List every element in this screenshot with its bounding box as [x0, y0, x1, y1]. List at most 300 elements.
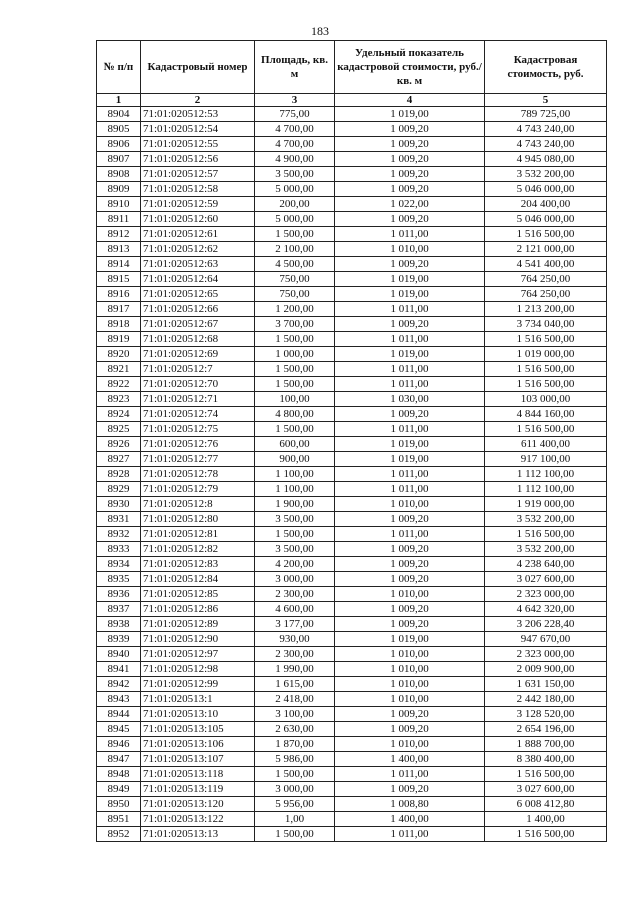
unit-value: 1 011,00	[335, 422, 485, 437]
cadastral-number: 71:01:020512:78	[141, 467, 255, 482]
unit-value: 1 019,00	[335, 272, 485, 287]
area: 3 100,00	[255, 707, 335, 722]
area: 1 500,00	[255, 377, 335, 392]
table-row	[97, 182, 607, 197]
unit-value: 1 019,00	[335, 107, 485, 122]
unit-value: 1 011,00	[335, 302, 485, 317]
cadastral-value: 1 112 100,00	[485, 482, 607, 497]
header-index: № п/п	[97, 41, 141, 94]
row-index: 8909	[97, 182, 141, 197]
cadastral-number: 71:01:020512:64	[141, 272, 255, 287]
row-index: 8946	[97, 737, 141, 752]
table-row	[97, 677, 607, 692]
unit-value: 1 008,80	[335, 797, 485, 812]
row-index: 8936	[97, 587, 141, 602]
row-index: 8935	[97, 572, 141, 587]
unit-value: 1 009,20	[335, 542, 485, 557]
table-row	[97, 737, 607, 752]
unit-value: 1 400,00	[335, 812, 485, 827]
cadastral-number: 71:01:020512:98	[141, 662, 255, 677]
cadastral-value: 1 516 500,00	[485, 332, 607, 347]
area: 1 500,00	[255, 362, 335, 377]
unit-value: 1 010,00	[335, 737, 485, 752]
table-row	[97, 767, 607, 782]
area: 1 100,00	[255, 482, 335, 497]
row-index: 8914	[97, 257, 141, 272]
table-row	[97, 257, 607, 272]
cadastral-number: 71:01:020512:8	[141, 497, 255, 512]
cadastral-value: 1 516 500,00	[485, 527, 607, 542]
row-index: 8926	[97, 437, 141, 452]
table-body	[97, 107, 607, 842]
cadastral-number: 71:01:020512:85	[141, 587, 255, 602]
column-number: 2	[141, 94, 255, 107]
table-row	[97, 542, 607, 557]
unit-value: 1 011,00	[335, 377, 485, 392]
unit-value: 1 009,20	[335, 257, 485, 272]
unit-value: 1 011,00	[335, 227, 485, 242]
row-index: 8934	[97, 557, 141, 572]
cadastral-value: 3 532 200,00	[485, 167, 607, 182]
cadastral-number: 71:01:020513:105	[141, 722, 255, 737]
row-index: 8905	[97, 122, 141, 137]
table-row	[97, 137, 607, 152]
row-index: 8931	[97, 512, 141, 527]
column-number: 1	[97, 94, 141, 107]
unit-value: 1 019,00	[335, 452, 485, 467]
cadastral-value: 1 631 150,00	[485, 677, 607, 692]
cadastral-value: 4 238 640,00	[485, 557, 607, 572]
cadastral-value: 1 516 500,00	[485, 362, 607, 377]
area: 3 000,00	[255, 782, 335, 797]
row-index: 8952	[97, 827, 141, 842]
unit-value: 1 009,20	[335, 167, 485, 182]
area: 3 500,00	[255, 167, 335, 182]
cadastral-value: 3 027 600,00	[485, 572, 607, 587]
cadastral-value: 204 400,00	[485, 197, 607, 212]
header-cadastral-value: Кадастровая стоимость, руб.	[485, 41, 607, 94]
area: 1,00	[255, 812, 335, 827]
cadastral-number: 71:01:020512:83	[141, 557, 255, 572]
row-index: 8947	[97, 752, 141, 767]
table-row	[97, 617, 607, 632]
cadastral-value: 947 670,00	[485, 632, 607, 647]
cadastral-value: 5 046 000,00	[485, 212, 607, 227]
row-index: 8913	[97, 242, 141, 257]
table-row	[97, 227, 607, 242]
cadastral-number: 71:01:020512:89	[141, 617, 255, 632]
unit-value: 1 010,00	[335, 692, 485, 707]
table-row	[97, 467, 607, 482]
area: 4 900,00	[255, 152, 335, 167]
area: 5 000,00	[255, 212, 335, 227]
area: 2 418,00	[255, 692, 335, 707]
cadastral-value: 8 380 400,00	[485, 752, 607, 767]
cadastral-number: 71:01:020512:54	[141, 122, 255, 137]
area: 4 800,00	[255, 407, 335, 422]
unit-value: 1 009,20	[335, 212, 485, 227]
cadastral-value: 2 121 000,00	[485, 242, 607, 257]
area: 1 500,00	[255, 827, 335, 842]
row-index: 8941	[97, 662, 141, 677]
cadastral-value: 3 206 228,40	[485, 617, 607, 632]
row-index: 8927	[97, 452, 141, 467]
unit-value: 1 011,00	[335, 527, 485, 542]
cadastral-value: 1 019 000,00	[485, 347, 607, 362]
cadastral-number: 71:01:020512:55	[141, 137, 255, 152]
unit-value: 1 030,00	[335, 392, 485, 407]
column-number: 4	[335, 94, 485, 107]
unit-value: 1 010,00	[335, 497, 485, 512]
cadastral-number: 71:01:020512:76	[141, 437, 255, 452]
table-row	[97, 437, 607, 452]
cadastral-number: 71:01:020513:1	[141, 692, 255, 707]
header-unit-value: Удельный показатель кадастровой стоимости, руб./кв. м	[335, 41, 485, 94]
cadastral-number: 71:01:020513:119	[141, 782, 255, 797]
table-row	[97, 827, 607, 842]
cadastral-value: 2 654 196,00	[485, 722, 607, 737]
table-row	[97, 527, 607, 542]
cadastral-number: 71:01:020512:61	[141, 227, 255, 242]
table-row	[97, 122, 607, 137]
area: 3 500,00	[255, 542, 335, 557]
row-index: 8904	[97, 107, 141, 122]
cadastral-number: 71:01:020512:67	[141, 317, 255, 332]
cadastral-value: 764 250,00	[485, 287, 607, 302]
column-number: 5	[485, 94, 607, 107]
cadastral-value: 4 642 320,00	[485, 602, 607, 617]
area: 100,00	[255, 392, 335, 407]
cadastral-value: 3 027 600,00	[485, 782, 607, 797]
area: 750,00	[255, 287, 335, 302]
area: 1 990,00	[255, 662, 335, 677]
row-index: 8937	[97, 602, 141, 617]
cadastral-value: 4 743 240,00	[485, 137, 607, 152]
cadastral-number: 71:01:020512:56	[141, 152, 255, 167]
row-index: 8933	[97, 542, 141, 557]
cadastral-number: 71:01:020512:71	[141, 392, 255, 407]
area: 3 177,00	[255, 617, 335, 632]
cadastral-number: 71:01:020512:60	[141, 212, 255, 227]
row-index: 8908	[97, 167, 141, 182]
table-row	[97, 212, 607, 227]
unit-value: 1 010,00	[335, 662, 485, 677]
cadastral-value: 1 213 200,00	[485, 302, 607, 317]
area: 2 630,00	[255, 722, 335, 737]
cadastral-number: 71:01:020513:118	[141, 767, 255, 782]
unit-value: 1 009,20	[335, 152, 485, 167]
area: 1 900,00	[255, 497, 335, 512]
row-index: 8948	[97, 767, 141, 782]
row-index: 8923	[97, 392, 141, 407]
unit-value: 1 010,00	[335, 587, 485, 602]
table-row	[97, 497, 607, 512]
cadastral-value: 1 516 500,00	[485, 227, 607, 242]
area: 1 000,00	[255, 347, 335, 362]
cadastral-value: 2 323 000,00	[485, 587, 607, 602]
cadastral-number: 71:01:020512:77	[141, 452, 255, 467]
cadastral-value: 1 112 100,00	[485, 467, 607, 482]
area: 1 500,00	[255, 227, 335, 242]
area: 1 500,00	[255, 422, 335, 437]
unit-value: 1 010,00	[335, 647, 485, 662]
header-row	[97, 41, 607, 94]
row-index: 8918	[97, 317, 141, 332]
cadastral-number: 71:01:020512:86	[141, 602, 255, 617]
table-row	[97, 422, 607, 437]
area: 5 000,00	[255, 182, 335, 197]
cadastral-number: 71:01:020513:13	[141, 827, 255, 842]
table-row	[97, 482, 607, 497]
row-index: 8951	[97, 812, 141, 827]
table-row	[97, 557, 607, 572]
area: 3 500,00	[255, 512, 335, 527]
table-row	[97, 317, 607, 332]
unit-value: 1 009,20	[335, 317, 485, 332]
cadastral-value: 1 516 500,00	[485, 377, 607, 392]
header-cadastral-number: Кадастровый номер	[141, 41, 255, 94]
unit-value: 1 009,20	[335, 722, 485, 737]
unit-value: 1 011,00	[335, 362, 485, 377]
table-row	[97, 602, 607, 617]
table-row	[97, 452, 607, 467]
area: 930,00	[255, 632, 335, 647]
cadastral-table	[96, 40, 607, 842]
cadastral-number: 71:01:020512:65	[141, 287, 255, 302]
row-index: 8940	[97, 647, 141, 662]
row-index: 8932	[97, 527, 141, 542]
area: 3 700,00	[255, 317, 335, 332]
row-index: 8945	[97, 722, 141, 737]
cadastral-number: 71:01:020512:74	[141, 407, 255, 422]
unit-value: 1 011,00	[335, 467, 485, 482]
cadastral-number: 71:01:020512:57	[141, 167, 255, 182]
unit-value: 1 019,00	[335, 287, 485, 302]
row-index: 8944	[97, 707, 141, 722]
cadastral-value: 2 442 180,00	[485, 692, 607, 707]
cadastral-value: 611 400,00	[485, 437, 607, 452]
cadastral-value: 4 844 160,00	[485, 407, 607, 422]
table-row	[97, 197, 607, 212]
cadastral-number: 71:01:020512:63	[141, 257, 255, 272]
cadastral-number: 71:01:020512:70	[141, 377, 255, 392]
unit-value: 1 019,00	[335, 347, 485, 362]
unit-value: 1 011,00	[335, 767, 485, 782]
row-index: 8916	[97, 287, 141, 302]
cadastral-value: 2 009 900,00	[485, 662, 607, 677]
row-index: 8917	[97, 302, 141, 317]
cadastral-value: 1 516 500,00	[485, 827, 607, 842]
row-index: 8930	[97, 497, 141, 512]
cadastral-number: 71:01:020512:79	[141, 482, 255, 497]
table-row	[97, 662, 607, 677]
table-row	[97, 782, 607, 797]
table-row	[97, 797, 607, 812]
table-row	[97, 722, 607, 737]
area: 600,00	[255, 437, 335, 452]
row-index: 8939	[97, 632, 141, 647]
area: 1 500,00	[255, 767, 335, 782]
row-index: 8922	[97, 377, 141, 392]
cadastral-number: 71:01:020512:90	[141, 632, 255, 647]
table-row	[97, 812, 607, 827]
area: 4 200,00	[255, 557, 335, 572]
row-index: 8906	[97, 137, 141, 152]
cadastral-value: 789 725,00	[485, 107, 607, 122]
cadastral-value: 2 323 000,00	[485, 647, 607, 662]
row-index: 8949	[97, 782, 141, 797]
page-number: 183	[311, 24, 329, 38]
unit-value: 1 011,00	[335, 827, 485, 842]
cadastral-value: 3 532 200,00	[485, 512, 607, 527]
unit-value: 1 011,00	[335, 482, 485, 497]
area: 5 956,00	[255, 797, 335, 812]
area: 900,00	[255, 452, 335, 467]
table-row	[97, 632, 607, 647]
cadastral-number: 71:01:020512:82	[141, 542, 255, 557]
table-row	[97, 167, 607, 182]
area: 1 100,00	[255, 467, 335, 482]
area: 2 300,00	[255, 587, 335, 602]
cadastral-value: 1 919 000,00	[485, 497, 607, 512]
row-index: 8928	[97, 467, 141, 482]
row-index: 8911	[97, 212, 141, 227]
cadastral-number: 71:01:020512:69	[141, 347, 255, 362]
cadastral-number: 71:01:020512:58	[141, 182, 255, 197]
cadastral-value: 1 516 500,00	[485, 422, 607, 437]
area: 200,00	[255, 197, 335, 212]
table-row	[97, 242, 607, 257]
cadastral-value: 103 000,00	[485, 392, 607, 407]
cadastral-value: 3 532 200,00	[485, 542, 607, 557]
unit-value: 1 009,20	[335, 557, 485, 572]
area: 4 700,00	[255, 137, 335, 152]
area: 1 500,00	[255, 527, 335, 542]
row-index: 8907	[97, 152, 141, 167]
area: 1 500,00	[255, 332, 335, 347]
unit-value: 1 400,00	[335, 752, 485, 767]
unit-value: 1 009,20	[335, 512, 485, 527]
cadastral-number: 71:01:020513:122	[141, 812, 255, 827]
unit-value: 1 009,20	[335, 782, 485, 797]
row-index: 8929	[97, 482, 141, 497]
cadastral-number: 71:01:020512:80	[141, 512, 255, 527]
table-row	[97, 152, 607, 167]
row-index: 8925	[97, 422, 141, 437]
area: 5 986,00	[255, 752, 335, 767]
unit-value: 1 010,00	[335, 242, 485, 257]
table-row	[97, 707, 607, 722]
unit-value: 1 009,20	[335, 122, 485, 137]
column-number-row	[97, 94, 607, 107]
row-index: 8942	[97, 677, 141, 692]
unit-value: 1 019,00	[335, 632, 485, 647]
area: 4 700,00	[255, 122, 335, 137]
row-index: 8912	[97, 227, 141, 242]
area: 1 615,00	[255, 677, 335, 692]
unit-value: 1 022,00	[335, 197, 485, 212]
cadastral-number: 71:01:020513:120	[141, 797, 255, 812]
table-row	[97, 302, 607, 317]
row-index: 8938	[97, 617, 141, 632]
table-row	[97, 362, 607, 377]
table-row	[97, 332, 607, 347]
unit-value: 1 009,20	[335, 407, 485, 422]
table-row	[97, 647, 607, 662]
area: 1 870,00	[255, 737, 335, 752]
cadastral-number: 71:01:020512:59	[141, 197, 255, 212]
unit-value: 1 009,20	[335, 602, 485, 617]
row-index: 8915	[97, 272, 141, 287]
cadastral-value: 3 734 040,00	[485, 317, 607, 332]
cadastral-number: 71:01:020512:99	[141, 677, 255, 692]
cadastral-value: 917 100,00	[485, 452, 607, 467]
cadastral-value: 1 888 700,00	[485, 737, 607, 752]
area: 750,00	[255, 272, 335, 287]
area: 3 000,00	[255, 572, 335, 587]
table-row	[97, 287, 607, 302]
unit-value: 1 009,20	[335, 572, 485, 587]
cadastral-value: 6 008 412,80	[485, 797, 607, 812]
unit-value: 1 019,00	[335, 437, 485, 452]
cadastral-number: 71:01:020512:62	[141, 242, 255, 257]
unit-value: 1 009,20	[335, 182, 485, 197]
cadastral-value: 3 128 520,00	[485, 707, 607, 722]
row-index: 8921	[97, 362, 141, 377]
table-row	[97, 587, 607, 602]
row-index: 8943	[97, 692, 141, 707]
area: 2 100,00	[255, 242, 335, 257]
unit-value: 1 010,00	[335, 677, 485, 692]
table-row	[97, 572, 607, 587]
cadastral-number: 71:01:020513:10	[141, 707, 255, 722]
cadastral-number: 71:01:020512:81	[141, 527, 255, 542]
cadastral-value: 1 516 500,00	[485, 767, 607, 782]
cadastral-value: 4 743 240,00	[485, 122, 607, 137]
table-row	[97, 407, 607, 422]
unit-value: 1 011,00	[335, 332, 485, 347]
table-row	[97, 347, 607, 362]
table-row	[97, 512, 607, 527]
cadastral-number: 71:01:020512:84	[141, 572, 255, 587]
cadastral-value: 4 541 400,00	[485, 257, 607, 272]
cadastral-value: 4 945 080,00	[485, 152, 607, 167]
area: 4 600,00	[255, 602, 335, 617]
table-row	[97, 107, 607, 122]
unit-value: 1 009,20	[335, 617, 485, 632]
table-row	[97, 272, 607, 287]
cadastral-number: 71:01:020512:66	[141, 302, 255, 317]
unit-value: 1 009,20	[335, 137, 485, 152]
table-row	[97, 377, 607, 392]
header-area: Площадь, кв. м	[255, 41, 335, 94]
row-index: 8910	[97, 197, 141, 212]
cadastral-number: 71:01:020512:7	[141, 362, 255, 377]
cadastral-value: 764 250,00	[485, 272, 607, 287]
cadastral-number: 71:01:020513:107	[141, 752, 255, 767]
table-row	[97, 752, 607, 767]
cadastral-number: 71:01:020512:68	[141, 332, 255, 347]
cadastral-number: 71:01:020512:75	[141, 422, 255, 437]
table-row	[97, 392, 607, 407]
row-index: 8950	[97, 797, 141, 812]
row-index: 8919	[97, 332, 141, 347]
cadastral-number: 71:01:020512:97	[141, 647, 255, 662]
cadastral-number: 71:01:020512:53	[141, 107, 255, 122]
cadastral-value: 1 400,00	[485, 812, 607, 827]
column-number: 3	[255, 94, 335, 107]
row-index: 8920	[97, 347, 141, 362]
